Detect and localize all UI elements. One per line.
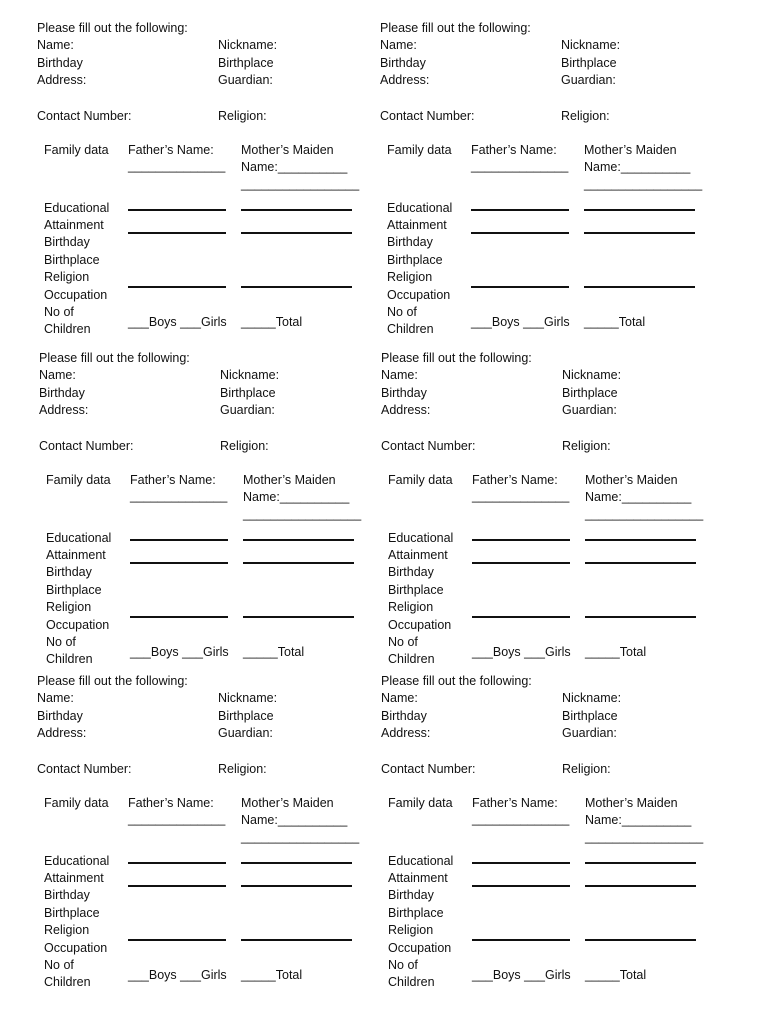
total-field: _____Total <box>241 968 303 982</box>
address-label: Address: <box>380 73 430 87</box>
occupation-label: Occupation <box>387 288 451 302</box>
no-of-label: No of <box>387 305 417 319</box>
row-birthplace-label: Birthplace <box>387 253 443 267</box>
family-data-label: Family data <box>387 143 452 157</box>
contact-number-label: Contact Number: <box>37 109 132 123</box>
form-header: Please fill out the following: <box>381 674 532 688</box>
mothers-maiden-label: Mother’s Maiden <box>585 473 678 487</box>
fathers-name-blank: ______________ <box>128 812 226 826</box>
attainment-label: Attainment <box>388 548 448 562</box>
mother-birthday-line <box>243 562 354 564</box>
educational-label: Educational <box>46 531 112 545</box>
religion-label: Religion: <box>218 762 267 776</box>
fathers-name-blank: ______________ <box>130 489 228 503</box>
mothers-name-blank: _________________ <box>585 507 704 521</box>
father-education-line <box>471 209 569 211</box>
birthday-label: Birthday <box>381 709 427 723</box>
father-birthday-line <box>128 232 226 234</box>
mother-occupation-line <box>585 616 696 618</box>
educational-label: Educational <box>387 201 453 215</box>
name-label: Name: <box>39 368 76 382</box>
guardian-label: Guardian: <box>561 73 616 87</box>
occupation-label: Occupation <box>44 941 108 955</box>
fathers-name-blank: ______________ <box>128 159 226 173</box>
no-of-label: No of <box>388 635 418 649</box>
attainment-label: Attainment <box>44 871 104 885</box>
mother-education-line <box>585 862 696 864</box>
no-of-label: No of <box>44 958 74 972</box>
mothers-name-label: Name:__________ <box>241 160 348 174</box>
mothers-maiden-label: Mother’s Maiden <box>584 143 677 157</box>
birthplace-label: Birthplace <box>562 709 618 723</box>
form-header: Please fill out the following: <box>37 674 188 688</box>
row-birthday-label: Birthday <box>387 235 433 249</box>
row-religion-label: Religion <box>388 923 434 937</box>
contact-number-label: Contact Number: <box>37 762 132 776</box>
nickname-label: Nickname: <box>561 38 621 52</box>
religion-label: Religion: <box>561 109 610 123</box>
attainment-label: Attainment <box>44 218 104 232</box>
registration-form-4 <box>381 350 721 670</box>
fathers-name-label: Father’s Name: <box>472 796 558 810</box>
form-header: Please fill out the following: <box>380 21 531 35</box>
mother-birthday-line <box>585 562 696 564</box>
total-field: _____Total <box>584 315 646 329</box>
attainment-label: Attainment <box>46 548 106 562</box>
total-field: _____Total <box>585 645 647 659</box>
fathers-name-label: Father’s Name: <box>130 473 216 487</box>
religion-label: Religion: <box>562 762 611 776</box>
fathers-name-blank: ______________ <box>471 159 569 173</box>
children-label: Children <box>388 652 435 666</box>
mother-occupation-line <box>241 286 352 288</box>
boys-girls-field: ___Boys ___Girls <box>130 645 229 659</box>
row-birthplace-label: Birthplace <box>46 583 102 597</box>
birthplace-label: Birthplace <box>220 386 276 400</box>
mother-education-line <box>585 539 696 541</box>
registration-form-2 <box>380 20 720 340</box>
row-birthday-label: Birthday <box>388 888 434 902</box>
mother-occupation-line <box>243 616 354 618</box>
mother-birthday-line <box>241 232 352 234</box>
birthday-label: Birthday <box>37 709 83 723</box>
registration-form-6 <box>381 673 721 993</box>
mother-education-line <box>241 209 352 211</box>
row-religion-label: Religion <box>388 600 434 614</box>
children-label: Children <box>44 322 91 336</box>
fathers-name-label: Father’s Name: <box>472 473 558 487</box>
religion-label: Religion: <box>218 109 267 123</box>
row-birthplace-label: Birthplace <box>388 906 444 920</box>
father-birthday-line <box>471 232 569 234</box>
father-education-line <box>128 862 226 864</box>
attainment-label: Attainment <box>387 218 447 232</box>
father-education-line <box>128 209 226 211</box>
guardian-label: Guardian: <box>218 726 273 740</box>
mothers-name-blank: _________________ <box>241 177 360 191</box>
row-religion-label: Religion <box>387 270 433 284</box>
attainment-label: Attainment <box>388 871 448 885</box>
father-education-line <box>472 539 570 541</box>
children-label: Children <box>46 652 93 666</box>
father-occupation-line <box>472 939 570 941</box>
registration-form-3 <box>39 350 379 670</box>
nickname-label: Nickname: <box>218 691 278 705</box>
form-header: Please fill out the following: <box>39 351 190 365</box>
no-of-label: No of <box>388 958 418 972</box>
guardian-label: Guardian: <box>562 726 617 740</box>
form-header: Please fill out the following: <box>381 351 532 365</box>
father-occupation-line <box>130 616 228 618</box>
children-label: Children <box>44 975 91 989</box>
no-of-label: No of <box>44 305 74 319</box>
boys-girls-field: ___Boys ___Girls <box>128 968 227 982</box>
guardian-label: Guardian: <box>218 73 273 87</box>
birthday-label: Birthday <box>37 56 83 70</box>
birthplace-label: Birthplace <box>218 56 274 70</box>
total-field: _____Total <box>241 315 303 329</box>
father-birthday-line <box>130 562 228 564</box>
mothers-maiden-label: Mother’s Maiden <box>243 473 336 487</box>
mothers-name-blank: _________________ <box>241 830 360 844</box>
mother-birthday-line <box>585 885 696 887</box>
birthplace-label: Birthplace <box>562 386 618 400</box>
contact-number-label: Contact Number: <box>39 439 134 453</box>
family-data-label: Family data <box>46 473 111 487</box>
father-education-line <box>472 862 570 864</box>
educational-label: Educational <box>44 854 110 868</box>
address-label: Address: <box>39 403 89 417</box>
mother-birthday-line <box>584 232 695 234</box>
fathers-name-label: Father’s Name: <box>471 143 557 157</box>
row-birthplace-label: Birthplace <box>388 583 444 597</box>
row-birthplace-label: Birthplace <box>44 906 100 920</box>
occupation-label: Occupation <box>388 618 452 632</box>
address-label: Address: <box>381 726 431 740</box>
boys-girls-field: ___Boys ___Girls <box>472 645 571 659</box>
mothers-name-blank: _________________ <box>585 830 704 844</box>
father-occupation-line <box>128 286 226 288</box>
registration-form-1 <box>37 20 377 340</box>
occupation-label: Occupation <box>388 941 452 955</box>
row-birthday-label: Birthday <box>46 565 92 579</box>
occupation-label: Occupation <box>46 618 110 632</box>
mother-occupation-line <box>585 939 696 941</box>
birthday-label: Birthday <box>381 386 427 400</box>
contact-number-label: Contact Number: <box>381 762 476 776</box>
children-label: Children <box>388 975 435 989</box>
mothers-name-label: Name:__________ <box>585 813 692 827</box>
address-label: Address: <box>37 73 87 87</box>
fathers-name-label: Father’s Name: <box>128 796 214 810</box>
mothers-maiden-label: Mother’s Maiden <box>241 143 334 157</box>
row-religion-label: Religion <box>46 600 92 614</box>
birthday-label: Birthday <box>39 386 85 400</box>
total-field: _____Total <box>585 968 647 982</box>
mother-occupation-line <box>584 286 695 288</box>
educational-label: Educational <box>388 531 454 545</box>
mother-birthday-line <box>241 885 352 887</box>
family-data-label: Family data <box>388 473 453 487</box>
guardian-label: Guardian: <box>220 403 275 417</box>
mother-education-line <box>584 209 695 211</box>
row-religion-label: Religion <box>44 923 90 937</box>
boys-girls-field: ___Boys ___Girls <box>472 968 571 982</box>
birthplace-label: Birthplace <box>218 709 274 723</box>
name-label: Name: <box>381 691 418 705</box>
mothers-maiden-label: Mother’s Maiden <box>585 796 678 810</box>
guardian-label: Guardian: <box>562 403 617 417</box>
father-occupation-line <box>471 286 569 288</box>
row-birthday-label: Birthday <box>388 565 434 579</box>
contact-number-label: Contact Number: <box>380 109 475 123</box>
religion-label: Religion: <box>220 439 269 453</box>
fathers-name-label: Father’s Name: <box>128 143 214 157</box>
father-education-line <box>130 539 228 541</box>
mothers-maiden-label: Mother’s Maiden <box>241 796 334 810</box>
mothers-name-label: Name:__________ <box>585 490 692 504</box>
educational-label: Educational <box>388 854 454 868</box>
father-occupation-line <box>472 616 570 618</box>
father-birthday-line <box>472 885 570 887</box>
father-birthday-line <box>472 562 570 564</box>
name-label: Name: <box>380 38 417 52</box>
family-data-label: Family data <box>44 143 109 157</box>
mothers-name-label: Name:__________ <box>584 160 691 174</box>
form-header: Please fill out the following: <box>37 21 188 35</box>
total-field: _____Total <box>243 645 305 659</box>
name-label: Name: <box>37 38 74 52</box>
address-label: Address: <box>381 403 431 417</box>
row-birthday-label: Birthday <box>44 235 90 249</box>
name-label: Name: <box>37 691 74 705</box>
no-of-label: No of <box>46 635 76 649</box>
registration-form-5 <box>37 673 377 993</box>
nickname-label: Nickname: <box>562 368 622 382</box>
boys-girls-field: ___Boys ___Girls <box>471 315 570 329</box>
occupation-label: Occupation <box>44 288 108 302</box>
boys-girls-field: ___Boys ___Girls <box>128 315 227 329</box>
mother-occupation-line <box>241 939 352 941</box>
father-birthday-line <box>128 885 226 887</box>
birthday-label: Birthday <box>380 56 426 70</box>
nickname-label: Nickname: <box>220 368 280 382</box>
contact-number-label: Contact Number: <box>381 439 476 453</box>
father-occupation-line <box>128 939 226 941</box>
name-label: Name: <box>381 368 418 382</box>
birthplace-label: Birthplace <box>561 56 617 70</box>
mothers-name-blank: _________________ <box>243 507 362 521</box>
religion-label: Religion: <box>562 439 611 453</box>
mothers-name-label: Name:__________ <box>243 490 350 504</box>
educational-label: Educational <box>44 201 110 215</box>
family-data-label: Family data <box>388 796 453 810</box>
nickname-label: Nickname: <box>218 38 278 52</box>
family-data-label: Family data <box>44 796 109 810</box>
nickname-label: Nickname: <box>562 691 622 705</box>
mother-education-line <box>241 862 352 864</box>
fathers-name-blank: ______________ <box>472 489 570 503</box>
fathers-name-blank: ______________ <box>472 812 570 826</box>
row-religion-label: Religion <box>44 270 90 284</box>
mothers-name-blank: _________________ <box>584 177 703 191</box>
children-label: Children <box>387 322 434 336</box>
address-label: Address: <box>37 726 87 740</box>
mother-education-line <box>243 539 354 541</box>
row-birthday-label: Birthday <box>44 888 90 902</box>
mothers-name-label: Name:__________ <box>241 813 348 827</box>
row-birthplace-label: Birthplace <box>44 253 100 267</box>
